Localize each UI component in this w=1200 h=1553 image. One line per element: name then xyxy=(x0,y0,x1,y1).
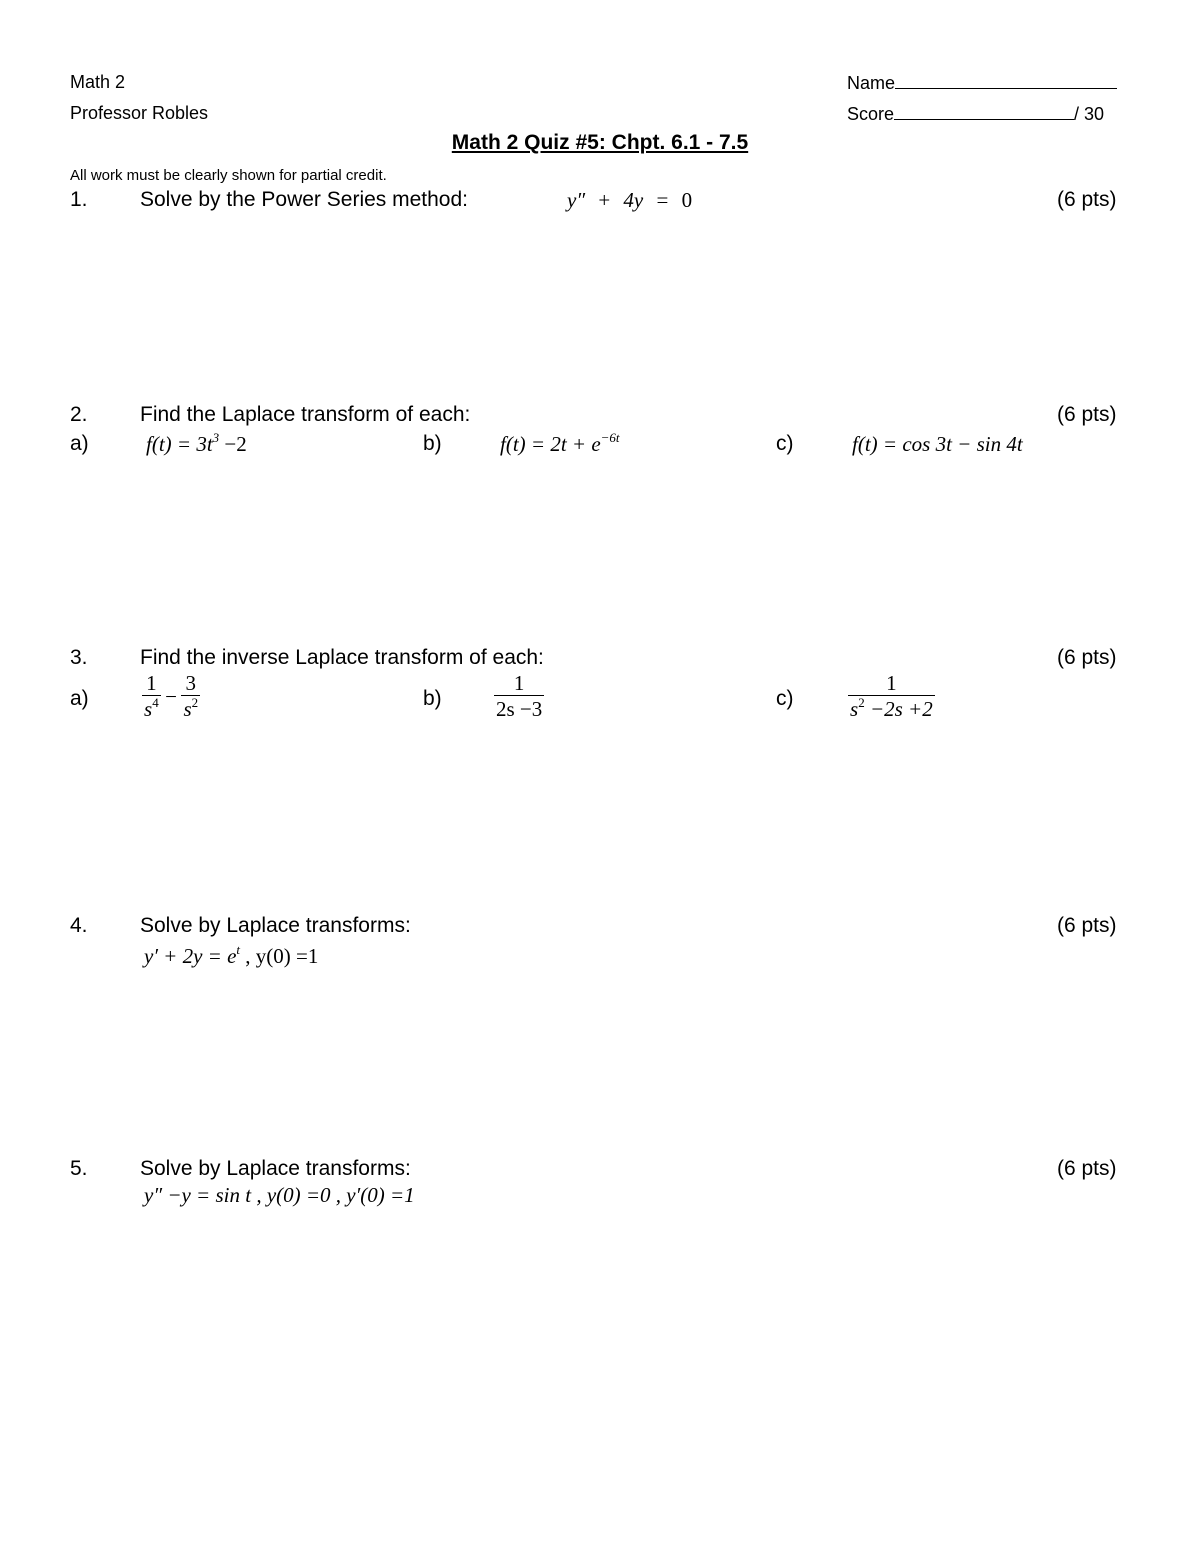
q3c-num: 1 xyxy=(886,671,897,695)
q2b-label: b) xyxy=(423,432,442,455)
q2a-exp: 3 xyxy=(212,430,220,445)
q1-equation xyxy=(567,188,692,213)
q3c-expression xyxy=(848,671,935,723)
score-field xyxy=(847,103,1104,125)
score-label: Score xyxy=(847,104,895,124)
q3a-label: a) xyxy=(70,687,89,710)
q4-equation xyxy=(144,944,318,969)
q3a-frac2-den: $s^2$ xyxy=(183,695,199,721)
professor-name: Professor Robles xyxy=(70,103,209,123)
score-blank xyxy=(894,103,1074,120)
q3a-frac2-num: 3 xyxy=(185,671,197,695)
q2a-label: a) xyxy=(70,432,89,455)
q2-points: (6 pts) xyxy=(1057,403,1117,426)
q1-number: 1. xyxy=(70,188,88,211)
q4-number: 4. xyxy=(70,914,88,937)
name-label: Name xyxy=(847,73,896,93)
q5-points: (6 pts) xyxy=(1057,1157,1117,1180)
q2b-fn: f(t) = 2t + e xyxy=(500,432,601,456)
q3c-den: $s^2 -2s +2$ xyxy=(850,695,933,721)
q1-eq-plus: + xyxy=(598,188,611,212)
q4-eq-main: y′ + 2y = e xyxy=(144,944,237,968)
course-name: Math 2 xyxy=(70,72,126,92)
q3a-frac1-num: 1 xyxy=(146,671,157,695)
q2a-fn: f(t) = 3t xyxy=(146,432,213,456)
q2b-exp: −6t xyxy=(600,430,620,445)
q1-points: (6 pts) xyxy=(1057,188,1117,211)
q5-text: Solve by Laplace transforms: xyxy=(140,1157,411,1180)
q4-points: (6 pts) xyxy=(1057,914,1117,937)
q3c-fraction xyxy=(848,671,935,723)
q3c-label: c) xyxy=(776,687,794,710)
q5-equation: y″ −y = sin t , y(0) =0 , y′(0) =1 xyxy=(144,1183,415,1207)
q2-number: 2. xyxy=(70,403,88,426)
q3b-label: b) xyxy=(423,687,442,710)
q3-text: Find the inverse Laplace transform of each: xyxy=(140,646,544,669)
q2-text: Find the Laplace transform of each: xyxy=(140,403,471,426)
name-blank xyxy=(895,72,1117,89)
q2c-label: c) xyxy=(776,432,794,455)
q1-eq-lhs: y″ xyxy=(567,188,586,212)
q2b-function xyxy=(500,432,620,457)
q2a-function xyxy=(146,432,247,457)
q1-eq-equals: = xyxy=(656,188,669,212)
q4-eq-exp: t xyxy=(236,942,241,957)
q3b-fraction xyxy=(494,671,544,720)
q4-eq-condition: , y(0) =1 xyxy=(240,944,319,968)
q4-text: Solve by Laplace transforms: xyxy=(140,914,411,937)
score-total: / 30 xyxy=(1074,104,1105,124)
q3a-expression xyxy=(142,671,200,723)
q3a-frac1-den: $s^4$ xyxy=(144,695,159,721)
instructions: All work must be clearly shown for partial credit. xyxy=(70,167,387,184)
q5-number: 5. xyxy=(70,1157,88,1180)
name-field xyxy=(847,72,1117,94)
q1-text: Solve by the Power Series method: xyxy=(140,188,469,211)
q3b-expression xyxy=(494,671,544,720)
q3a-minus: − xyxy=(165,684,177,709)
q1-eq-term: 4y xyxy=(623,188,644,212)
q3a-fraction-2 xyxy=(181,671,200,723)
q3-points: (6 pts) xyxy=(1057,646,1117,669)
quiz-title: Math 2 Quiz #5: Chpt. 6.1 - 7.5 xyxy=(451,131,749,154)
q3b-den: 2s −3 xyxy=(496,697,543,721)
q2a-tail: −2 xyxy=(219,432,247,456)
q3b-num: 1 xyxy=(513,671,525,695)
q1-eq-rhs: 0 xyxy=(681,188,693,212)
q3a-fraction-1 xyxy=(142,671,161,723)
q3-number: 3. xyxy=(70,646,88,669)
q2c-function: f(t) = cos 3t − sin 4t xyxy=(852,432,1023,456)
